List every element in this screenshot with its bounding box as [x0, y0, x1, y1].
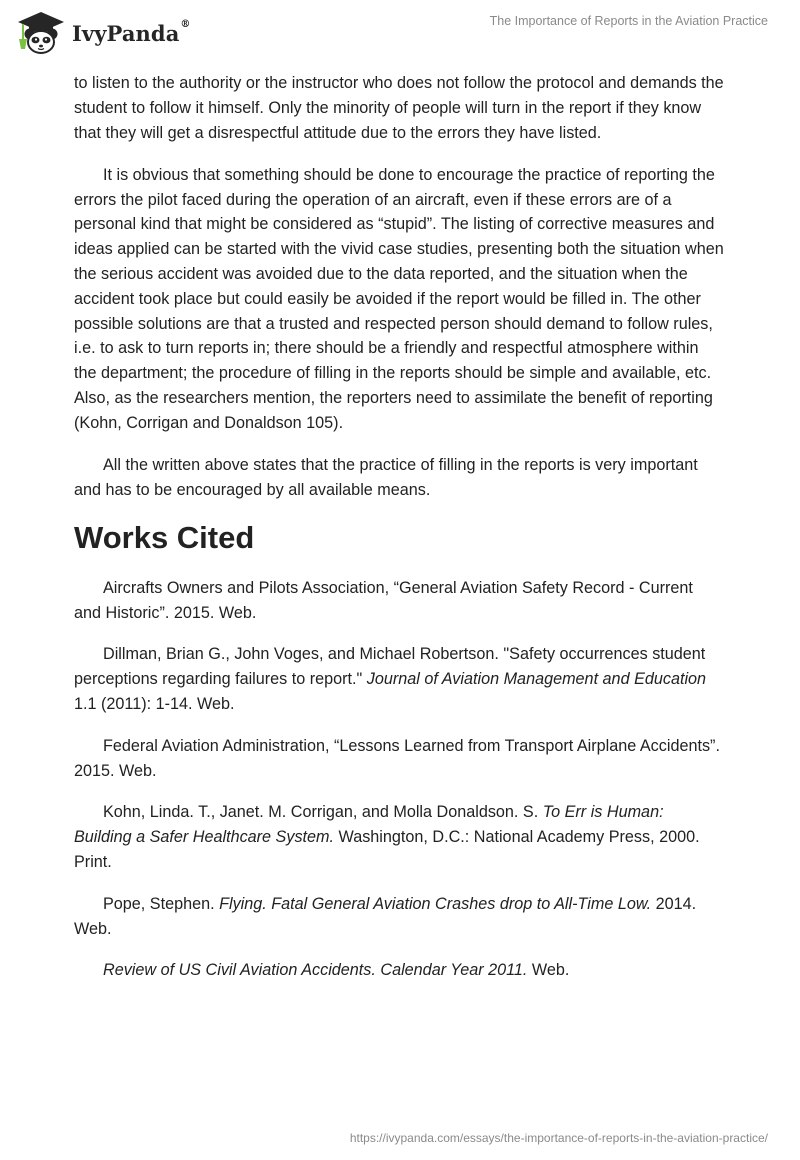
citation-entry: Aircrafts Owners and Pilots Association, “General Aviation Safety Record - Current and Historic”. 2015. Web.	[74, 578, 693, 622]
citation-entry: Kohn, Linda. T., Janet. M. Corrigan, and Molla Donaldson. S. To Err is Human: Building a Safer Healthcare System. Washington, D.C.: National Academy Press, 2000. Print.	[74, 803, 700, 871]
document-title: The Importance of Reports in the Aviation Practice	[489, 14, 768, 28]
registered-mark: ®	[180, 18, 191, 30]
citation-entry: Review of US Civil Aviation Accidents. Calendar Year 2011. Web.	[103, 961, 570, 980]
body-paragraph: to listen to the authority or the instructor who does not follow the protocol and demands the student to follow it himself. Only the minority of people will turn in the report if they know that they will get a disrespectful attitude due to the errors they have listed.	[74, 74, 724, 142]
essay-content	[74, 71, 724, 1000]
works-cited-heading: Works Cited	[74, 519, 255, 555]
page-header	[0, 0, 800, 70]
brand-name: IvyPanda®	[72, 18, 191, 46]
body-paragraph: It is obvious that something should be done to encourage the practice of reporting the errors the pilot faced during the operation of an aircraft, even if these errors are of a personal kind that might be considered as “stupid”. The listing of corrective measures and ideas applied can be started with the vivid case studies, presenting both the situation when the serious accident was avoided due to the data reported, and the situation when the accident took place but could easily be avoided if the report would be filled in. The other possible solutions are that a trusted and respected person should demand to follow rules, i.e. to ask to turn reports in; there should be a friendly and respectful atmosphere within the department; the procedure of filling in the reports should be simple and available, etc. Also, as the researchers mention, the reporters need to assimilate the benefit of reporting (Kohn, Corrigan and Donaldson 105).	[74, 165, 724, 432]
citation-entry: Federal Aviation Administration, “Lessons Learned from Transport Airplane Accidents”. 2015. Web.	[74, 736, 720, 780]
citation-entry: Dillman, Brian G., John Voges, and Michael Robertson. "Safety occurrences student perceptions regarding failures to report." Journal of Aviation Management and Education 1.1 (2011): 1-14. Web.	[74, 645, 707, 713]
citation-entry: Pope, Stephen. Flying. Fatal General Aviation Crashes drop to All-Time Low. 2014. Web.	[74, 894, 697, 938]
ivypanda-logo[interactable]	[14, 8, 191, 56]
panda-graduate-icon	[14, 9, 66, 55]
body-paragraph: All the written above states that the practice of filling in the reports is very important and has to be encouraged by all available means.	[74, 456, 698, 499]
source-url[interactable]: https://ivypanda.com/essays/the-importance-of-reports-in-the-aviation-practice/	[349, 1131, 768, 1145]
